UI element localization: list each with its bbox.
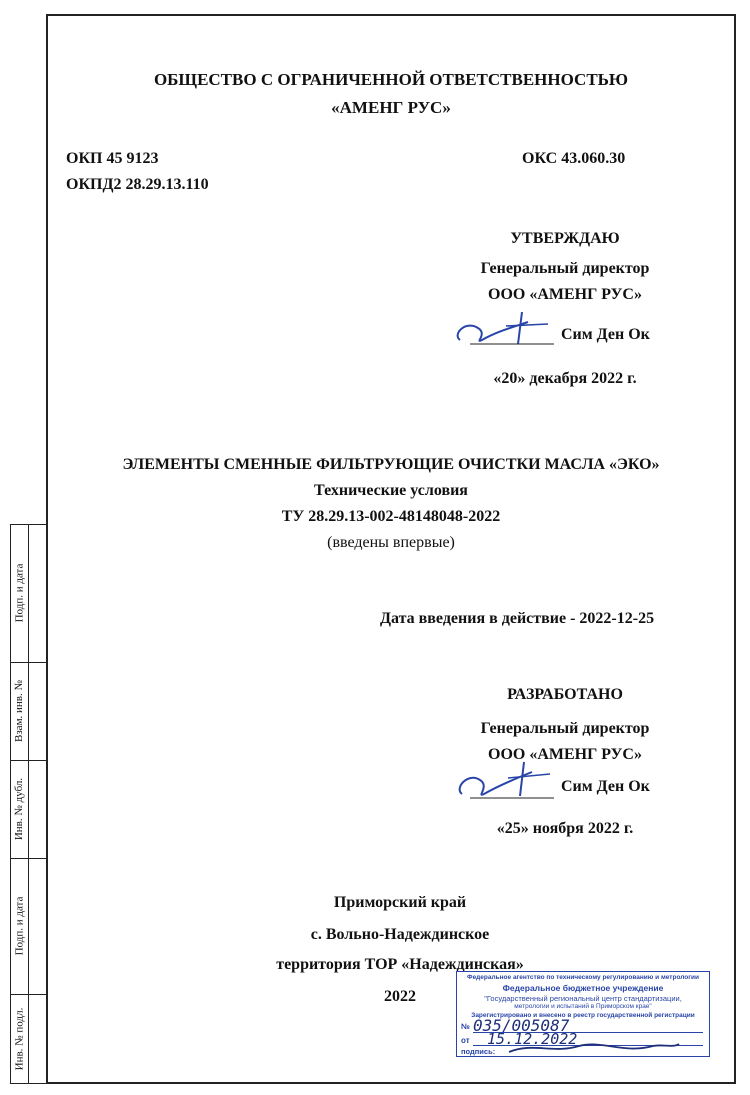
- stamp-number-value: 035/005087: [473, 1016, 570, 1035]
- approve-position: Генеральный директор: [480, 260, 650, 277]
- developed-date: «25» ноября 2022 г.: [496, 820, 634, 837]
- oks-code: ОКС 43.060.30: [522, 150, 626, 167]
- developed-org: ООО «АМЕНГ РУС»: [488, 746, 642, 763]
- stamp-signature: [503, 1040, 683, 1056]
- tu-number: ТУ 28.29.13-002-48148048-2022: [281, 508, 501, 525]
- approve-heading: УТВЕРЖДАЮ: [510, 230, 620, 247]
- approve-name: Сим Ден Ок: [561, 326, 650, 343]
- place-year: 2022: [384, 988, 416, 1005]
- effective-date: Дата введения в действие - 2022-12-25: [380, 610, 655, 627]
- place-territory: территория ТОР «Надеждинская»: [276, 956, 524, 973]
- document-subtitle: Технические условия: [314, 482, 468, 499]
- registration-stamp: [456, 971, 710, 1057]
- approve-date: «20» декабря 2022 г.: [493, 370, 637, 387]
- stamp-center-line2: метрологии и испытаний в Приморском крае": [514, 1003, 652, 1010]
- developed-signature: [448, 758, 560, 802]
- stamp-registered: Зарегистрировано и внесено в реестр государственной регистрации: [471, 1012, 695, 1019]
- developed-name: Сим Ден Ок: [561, 778, 650, 795]
- org-name-line2: «АМЕНГ РУС»: [331, 98, 451, 117]
- place-region: Приморский край: [333, 894, 467, 911]
- stamp-center-line1: "Государственный региональный центр стандартизации,: [484, 994, 682, 1003]
- developed-position: Генеральный директор: [480, 720, 650, 737]
- side-label-sign-date-2: Подп. и дата: [13, 896, 26, 956]
- side-strip-divider: [28, 524, 29, 1084]
- side-label-replace-inv: Взам. инв. №: [13, 680, 25, 742]
- stamp-date-label: от: [461, 1036, 470, 1045]
- side-label-orig-inv: Инв. № подл.: [13, 1007, 25, 1071]
- stamp-institution: Федеральное бюджетное учреждение: [502, 983, 664, 993]
- okp-code: ОКП 45 9123: [66, 150, 159, 167]
- approve-signature: [448, 306, 560, 350]
- org-name-line1: ОБЩЕСТВО С ОГРАНИЧЕННОЙ ОТВЕТСТВЕННОСТЬЮ: [153, 70, 629, 89]
- document-title: ЭЛЕМЕНТЫ СМЕННЫЕ ФИЛЬТРУЮЩИЕ ОЧИСТКИ МАСЛА «ЭКО»: [122, 456, 660, 473]
- okpd2-code: ОКПД2 28.29.13.110: [66, 176, 209, 193]
- stamp-agency: Федеральное агентство по техническому регулированию и метрологии: [467, 974, 699, 981]
- developed-heading: РАЗРАБОТАНО: [507, 686, 623, 703]
- title-note: (введены впервые): [327, 534, 455, 551]
- approve-org: ООО «АМЕНГ РУС»: [488, 286, 642, 303]
- stamp-sign-label: подпись:: [461, 1047, 496, 1056]
- stamp-number-label: №: [461, 1022, 470, 1031]
- stamp-date-value: 15.12.2022: [487, 1030, 578, 1048]
- side-label-sign-date-1: Подп. и дата: [13, 563, 26, 623]
- place-village: с. Вольно-Надеждинское: [310, 926, 490, 943]
- side-label-dup-inv: Инв. № дубл.: [13, 777, 26, 841]
